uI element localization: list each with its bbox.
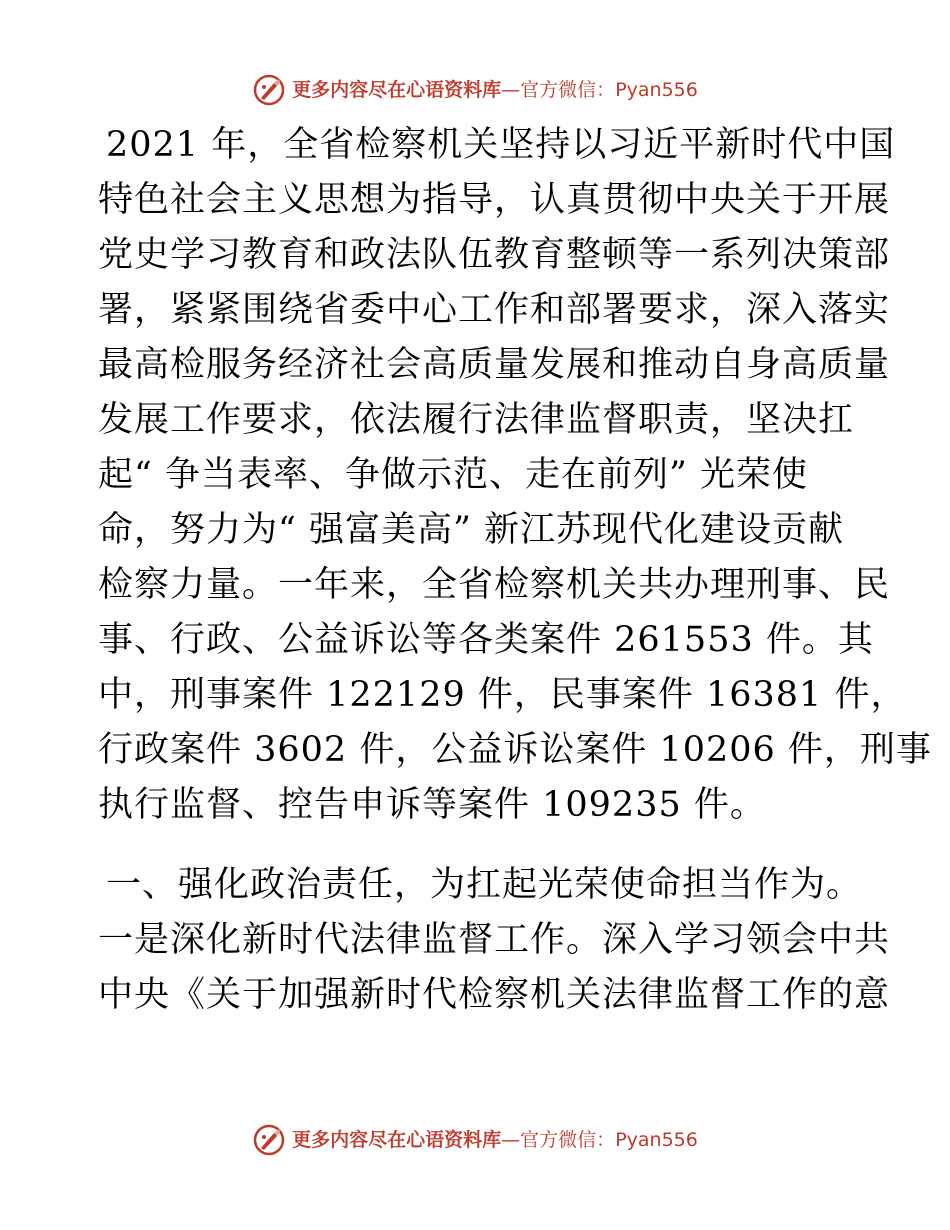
- header-watermark: [0, 70, 950, 110]
- text-line: 党史学习教育和政法队伍教育整顿等一系列决策部: [98, 235, 891, 275]
- watermark-label: 官方微信：: [520, 1129, 616, 1151]
- text-line: 行政案件 3602 件，公益诉讼案件 10206 件，刑事: [98, 730, 932, 770]
- quill-logo-icon: [252, 1123, 286, 1157]
- text-line: 署，紧紧围绕省委中心工作和部署要求，深入落实: [98, 290, 891, 330]
- text-line: 中央《关于加强新时代检察机关法律监督工作的意: [98, 975, 891, 1015]
- watermark-label: 官方微信：: [520, 79, 616, 101]
- paragraph-gap: [98, 833, 854, 858]
- text-line: 检察力量。一年来，全省检察机关共办理刑事、民: [98, 565, 891, 605]
- watermark-brand: 更多内容尽在心语资料库: [292, 1129, 502, 1151]
- text-line: 执行监督、控告申诉等案件 109235 件。: [98, 785, 766, 825]
- text-line: 中，刑事案件 122129 件，民事案件 16381 件，: [98, 675, 907, 715]
- text-line: 2021 年，全省检察机关坚持以习近平新时代中国: [106, 125, 896, 165]
- watermark-id: Pyan556: [615, 1129, 698, 1151]
- watermark-dash: —: [501, 1129, 521, 1151]
- text-line: 起“ 争当表率、争做示范、走在前列” 光荣使: [98, 455, 809, 495]
- text-line: 事、行政、公益诉讼等各类案件 261553 件。其: [98, 620, 874, 660]
- text-line: 特色社会主义思想为指导，认真贯彻中央关于开展: [98, 180, 891, 220]
- text-line: 最高检服务经济社会高质量发展和推动自身高质量: [98, 345, 891, 385]
- text-line: 命，努力为“ 强富美高” 新江苏现代化建设贡献: [98, 510, 845, 550]
- paragraph-intro: [98, 118, 932, 833]
- paragraph-section-one: [98, 858, 891, 1023]
- document-body: [98, 118, 932, 1023]
- watermark-dash: —: [501, 79, 521, 101]
- text-line: 发展工作要求，依法履行法律监督职责，坚决扛: [98, 400, 855, 440]
- watermark-id: Pyan556: [615, 79, 698, 101]
- section-heading-line: 一、强化政治责任，为扛起光荣使命担当作为。: [106, 865, 863, 905]
- text-line: 一是深化新时代法律监督工作。深入学习领会中共: [98, 920, 891, 960]
- footer-watermark: [0, 1120, 950, 1160]
- quill-logo-icon: [252, 73, 286, 107]
- watermark-brand: 更多内容尽在心语资料库: [292, 79, 502, 101]
